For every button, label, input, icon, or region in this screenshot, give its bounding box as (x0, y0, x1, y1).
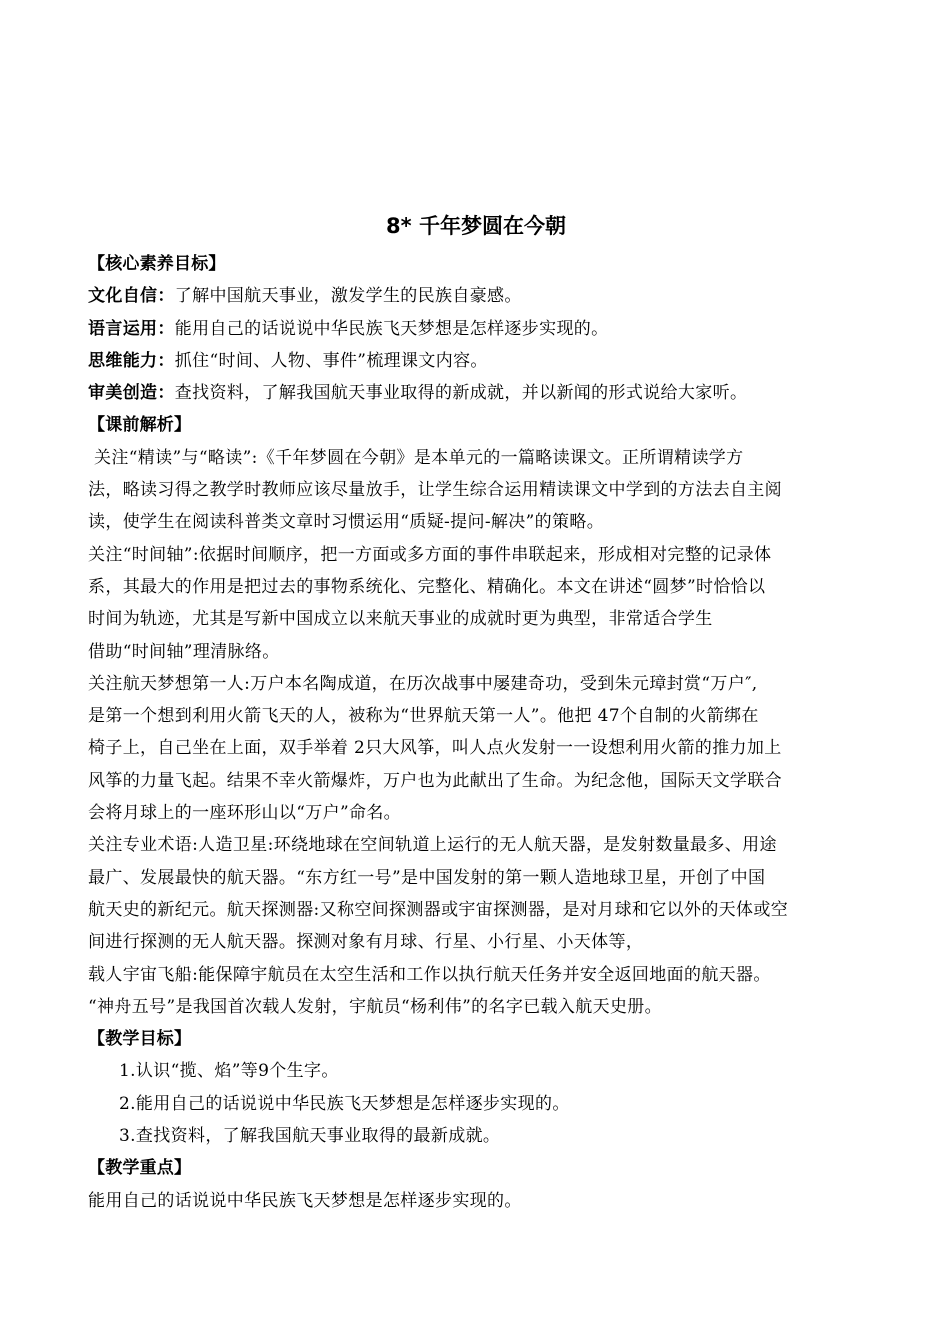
pre-analysis-line: 间进行探测的无人航天器。探测对象有月球、行星、小行星、小天体等， (88, 932, 644, 953)
core-goal-label: 文化自信： (88, 286, 175, 307)
pre-analysis-line: 椅子上，自己坐在上面，双手举着 2只大风筝，叫人点火发射一一设想利用火箭的推力加上 (88, 738, 782, 759)
pre-analysis-line: 系，其最大的作用是把过去的事物系统化、完整化、精确化。本文在讲述“圆梦”时恰恰以 (88, 576, 766, 597)
pre-analysis-line: 法，略读习得之教学时教师应该尽量放手，让学生综合运用精读课文中学到的方法去自主阅 (88, 480, 782, 501)
page-title: 8* 千年梦圆在今朝 (386, 214, 566, 238)
pre-analysis-line: 借助“时间轴”理清脉络。 (88, 641, 280, 662)
pre-analysis-line: 航天史的新纪元。航天探测器:又称空间探测器或宇宙探测器，是对月球和它以外的天体或空 (88, 899, 789, 920)
pre-analysis-line: 读，使学生在阅读科普类文章时习惯运用“质疑-提问-解决”的策略。 (88, 512, 605, 533)
pre-analysis-line: 时间为轨迹，尤其是写新中国成立以来航天事业的成就时更为典型，非常适合学生 (88, 609, 713, 630)
core-goals-heading: 【核心素养目标】 (88, 254, 226, 274)
core-goal-item (88, 377, 864, 409)
pre-analysis-line: 最广、发展最快的航天器。“东方红一号”是中国发射的第一颗人造地球卫星，开创了中国 (88, 867, 766, 888)
core-goal-item (88, 313, 864, 345)
pre-analysis-line: 关注航天梦想第一人:万户本名陶成道，在历次战事中屡建奇功，受到朱元璋封赏“万户″, (88, 673, 758, 694)
core-goal-text: 查找资料，了解我国航天事业取得的新成就，并以新闻的形式说给大家听。 (174, 383, 748, 404)
core-goal-item (88, 345, 864, 377)
pre-analysis-line: 风筝的力量飞起。结果不幸火箭爆炸，万户也为此献出了生命。为纪念他，国际天文学联合 (88, 770, 782, 791)
pre-analysis-line: 关注“精读”与“略读”:《千年梦圆在今朝》是本单元的一篇略读课文。正所谓精读学方 (94, 447, 744, 468)
core-goal-label: 思维能力： (88, 350, 175, 371)
pre-analysis-line: 关注“时间轴”:依据时间顺序，把一方面或多方面的事件串联起来，形成相对完整的记录体 (88, 544, 772, 565)
core-goal-text: 了解中国航天事业，激发学生的民族自豪感。 (174, 286, 522, 307)
teaching-goals-heading: 【教学目标】 (88, 1029, 192, 1050)
pre-analysis-line: 是第一个想到利用火箭飞天的人，被称为“世界航天第一人”。他把 47个自制的火箭绑在 (88, 706, 759, 727)
core-goal-text: 能用自己的话说说中华民族飞天梦想是怎样逐步实现的。 (174, 318, 609, 339)
core-goal-text: 抓住“时间、人物、事件”梳理课文内容。 (174, 350, 488, 371)
document-body (88, 248, 864, 1217)
teaching-goal-item: 2.能用自己的话说说中华民族飞天梦想是怎样逐步实现的。 (119, 1093, 570, 1114)
pre-analysis-line: 关注专业术语:人造卫星:环绕地球在空间轨道上运行的无人航天器，是发射数量最多、用途 (88, 835, 777, 856)
pre-analysis-line: “神舟五号”是我国首次载人发射，宇航员“杨利伟”的名字已载入航天史册。 (88, 996, 663, 1017)
teaching-goal-item: 1.认识“揽、焰”等9个生字。 (119, 1061, 339, 1082)
teaching-goal-item: 3.查找资料，了解我国航天事业取得的最新成就。 (119, 1126, 501, 1147)
teaching-focus-heading: 【教学重点】 (88, 1158, 192, 1179)
core-goal-label: 审美创造： (88, 383, 175, 404)
teaching-focus-text: 能用自己的话说说中华民族飞天梦想是怎样逐步实现的。 (88, 1190, 522, 1211)
pre-analysis-heading: 【课前解析】 (88, 415, 192, 436)
pre-analysis-line: 会将月球上的一座环形山以“万户”命名。 (88, 803, 402, 824)
pre-analysis-line: 载人宇宙飞船:能保障宇航员在太空生活和工作以执行航天任务并安全返回地面的航天器。 (88, 964, 771, 985)
core-goal-item (88, 280, 864, 312)
core-goal-label: 语言运用： (88, 318, 175, 339)
